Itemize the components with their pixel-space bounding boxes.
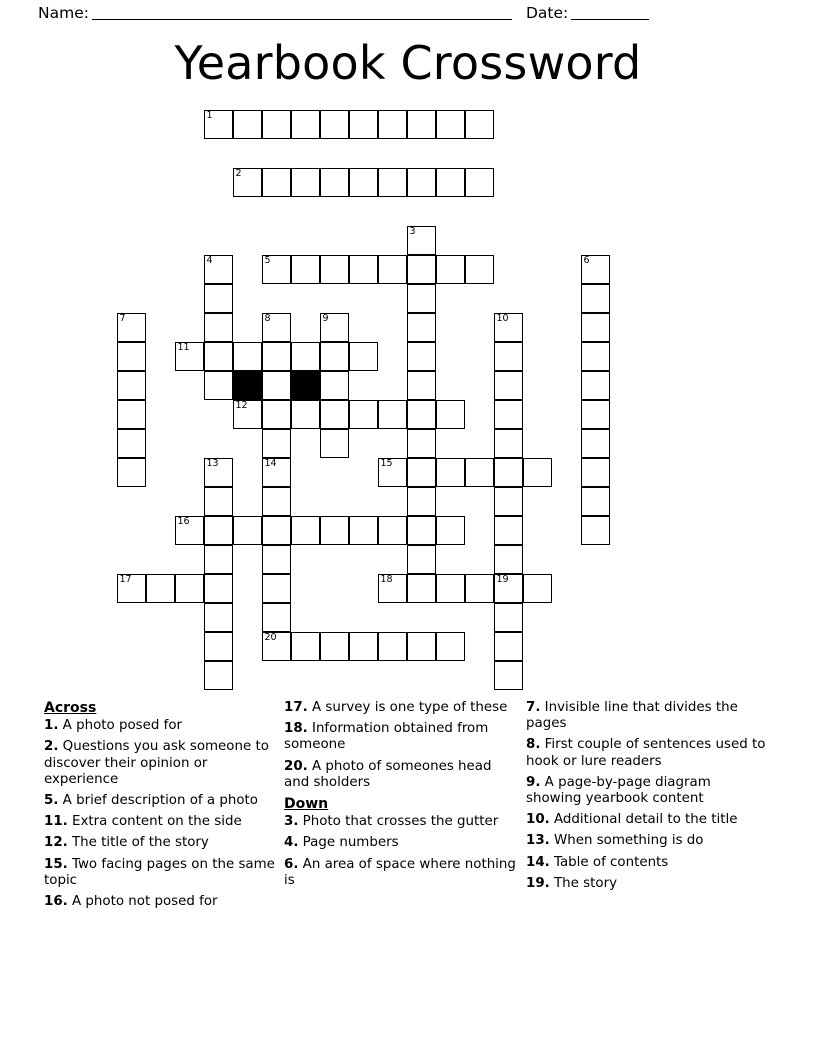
grid-cell[interactable] xyxy=(204,603,233,632)
grid-cell[interactable] xyxy=(494,429,523,458)
grid-cell[interactable] xyxy=(117,458,146,487)
grid-cell[interactable] xyxy=(378,110,407,139)
clue-text: A photo of someones head and sholders xyxy=(284,758,492,790)
grid-cell[interactable] xyxy=(262,110,291,139)
clue-text: The story xyxy=(549,875,618,891)
grid-cell[interactable] xyxy=(581,284,610,313)
grid-cell[interactable] xyxy=(349,516,378,545)
grid-cell[interactable] xyxy=(436,400,465,429)
grid-cell-number: 4 xyxy=(206,255,213,266)
grid-cell[interactable] xyxy=(378,574,407,603)
grid-cell[interactable] xyxy=(262,632,291,661)
clue-number: 18. xyxy=(284,721,308,737)
grid-cell[interactable] xyxy=(320,400,349,429)
grid-cell[interactable] xyxy=(378,632,407,661)
clue-across-15 xyxy=(44,857,276,889)
grid-cell[interactable] xyxy=(262,255,291,284)
grid-cell[interactable] xyxy=(407,342,436,371)
grid-cell[interactable] xyxy=(175,342,204,371)
grid-block xyxy=(291,371,320,400)
grid-cell[interactable] xyxy=(581,429,610,458)
grid-cell[interactable] xyxy=(320,371,349,400)
clue-down-13 xyxy=(526,833,768,849)
grid-cell[interactable] xyxy=(523,458,552,487)
grid-cell[interactable] xyxy=(378,168,407,197)
grid-cell[interactable] xyxy=(436,574,465,603)
clue-text: Additional detail to the title xyxy=(549,812,738,828)
grid-cell[interactable] xyxy=(204,342,233,371)
grid-cell[interactable] xyxy=(436,255,465,284)
clue-across-20 xyxy=(284,759,518,791)
grid-cell-number: 2 xyxy=(235,168,242,179)
grid-cell[interactable] xyxy=(349,632,378,661)
grid-cell[interactable] xyxy=(523,574,552,603)
clue-number: 12. xyxy=(44,835,68,851)
clue-number: 8. xyxy=(526,737,541,753)
grid-cell[interactable] xyxy=(291,168,320,197)
clue-text: Page numbers xyxy=(298,835,399,851)
grid-cell[interactable] xyxy=(407,168,436,197)
grid-cell[interactable] xyxy=(233,400,262,429)
clue-text: Table of contents xyxy=(549,854,669,870)
grid-cell[interactable] xyxy=(494,371,523,400)
grid-cell-number: 17 xyxy=(119,574,132,585)
grid-cell[interactable] xyxy=(407,400,436,429)
clue-number: 19. xyxy=(526,875,550,891)
grid-cell[interactable] xyxy=(204,632,233,661)
grid-cell[interactable] xyxy=(204,255,233,284)
clue-across-16 xyxy=(44,894,276,910)
grid-cell[interactable] xyxy=(262,313,291,342)
clue-down-8 xyxy=(526,737,768,769)
grid-cell[interactable] xyxy=(291,400,320,429)
grid-cell[interactable] xyxy=(581,313,610,342)
clue-text: Photo that crosses the gutter xyxy=(298,814,499,830)
clue-number: 2. xyxy=(44,739,59,755)
grid-cell-number: 18 xyxy=(380,574,393,585)
grid-cell-number: 13 xyxy=(206,458,219,469)
grid-cell[interactable] xyxy=(117,342,146,371)
grid-cell[interactable] xyxy=(117,400,146,429)
grid-cell[interactable] xyxy=(407,226,436,255)
grid-cell[interactable] xyxy=(204,371,233,400)
across-heading: Across xyxy=(44,700,97,716)
page-title: Yearbook Crossword xyxy=(174,36,642,90)
grid-cell[interactable] xyxy=(378,255,407,284)
down-heading: Down xyxy=(284,796,329,813)
clue-text: A survey is one type of these xyxy=(307,700,508,715)
clue-across-1 xyxy=(44,718,276,734)
grid-cell-number: 20 xyxy=(264,632,277,643)
grid-cell[interactable] xyxy=(175,574,204,603)
clue-number: 20. xyxy=(284,758,308,774)
grid-block xyxy=(233,371,262,400)
clue-number: 10. xyxy=(526,812,550,828)
grid-cell-number: 15 xyxy=(380,458,393,469)
grid-cell[interactable] xyxy=(407,313,436,342)
date-label: Date: xyxy=(525,4,569,22)
clue-number: 3. xyxy=(284,814,299,830)
clue-column-3 xyxy=(526,700,776,915)
grid-cell[interactable] xyxy=(436,458,465,487)
grid-cell[interactable] xyxy=(436,632,465,661)
clue-text: The title of the story xyxy=(67,835,209,851)
clue-across-18 xyxy=(284,721,518,753)
grid-cell-number: 5 xyxy=(264,255,271,266)
grid-cell[interactable] xyxy=(204,574,233,603)
grid-cell[interactable] xyxy=(117,429,146,458)
clue-across-12 xyxy=(44,835,276,851)
name-label: Name: xyxy=(38,4,89,22)
clue-down-7 xyxy=(526,700,768,732)
grid-cell[interactable] xyxy=(581,487,610,516)
grid-cell[interactable] xyxy=(320,429,349,458)
grid-cell[interactable] xyxy=(320,110,349,139)
grid-cell-number: 9 xyxy=(322,313,329,324)
clue-text: Invisible line that divides the pages xyxy=(526,700,738,732)
clue-column-1 xyxy=(44,700,284,915)
clue-number: 7. xyxy=(526,700,541,715)
grid-cell[interactable] xyxy=(581,255,610,284)
clue-column-2 xyxy=(284,700,526,915)
clue-number: 5. xyxy=(44,793,59,809)
grid-cell-number: 16 xyxy=(177,516,190,527)
clue-across-5 xyxy=(44,793,276,809)
grid-cell[interactable] xyxy=(494,458,523,487)
grid-cell[interactable] xyxy=(262,545,291,574)
grid-cell[interactable] xyxy=(204,516,233,545)
grid-cell[interactable] xyxy=(175,516,204,545)
grid-cell[interactable] xyxy=(494,574,523,603)
grid-cell[interactable] xyxy=(233,516,262,545)
grid-cell[interactable] xyxy=(117,371,146,400)
grid-cell[interactable] xyxy=(494,632,523,661)
clue-number: 1. xyxy=(44,718,59,734)
clue-down-9 xyxy=(526,775,768,807)
grid-cell[interactable] xyxy=(465,255,494,284)
clue-text: Two facing pages on the same topic xyxy=(44,856,275,888)
grid-cell-number: 6 xyxy=(583,255,590,266)
grid-cell[interactable] xyxy=(465,574,494,603)
grid-cell[interactable] xyxy=(349,255,378,284)
grid-cell[interactable] xyxy=(117,574,146,603)
grid-cell[interactable] xyxy=(349,168,378,197)
clue-text: Extra content on the side xyxy=(67,814,242,830)
grid-cell[interactable] xyxy=(407,516,436,545)
clue-text: A photo posed for xyxy=(58,718,183,734)
clue-number: 9. xyxy=(526,774,541,790)
grid-cell[interactable] xyxy=(291,342,320,371)
clue-text: When something is do xyxy=(549,833,704,849)
clue-number: 4. xyxy=(284,835,299,851)
grid-cell-number: 10 xyxy=(496,313,509,324)
grid-cell[interactable] xyxy=(320,255,349,284)
grid-cell[interactable] xyxy=(378,516,407,545)
grid-cell[interactable] xyxy=(204,458,233,487)
grid-cell[interactable] xyxy=(436,168,465,197)
grid-cell[interactable] xyxy=(494,516,523,545)
clue-text: Questions you ask someone to discover their opinion or experience xyxy=(44,739,269,787)
grid-cell[interactable] xyxy=(349,110,378,139)
grid-cell[interactable] xyxy=(407,429,436,458)
grid-cell[interactable] xyxy=(262,168,291,197)
clue-down-19 xyxy=(526,876,768,892)
grid-cell[interactable] xyxy=(436,516,465,545)
grid-cell[interactable] xyxy=(262,400,291,429)
grid-cell-number: 14 xyxy=(264,458,277,469)
grid-cell[interactable] xyxy=(581,371,610,400)
grid-cell[interactable] xyxy=(204,284,233,313)
grid-cell[interactable] xyxy=(262,429,291,458)
clue-number: 11. xyxy=(44,814,68,830)
grid-cell[interactable] xyxy=(262,516,291,545)
grid-cell-number: 3 xyxy=(409,226,416,237)
grid-cell[interactable] xyxy=(465,458,494,487)
grid-cell[interactable] xyxy=(320,168,349,197)
grid-cell[interactable] xyxy=(581,342,610,371)
grid-cell[interactable] xyxy=(204,661,233,690)
grid-cell[interactable] xyxy=(378,400,407,429)
grid-cell[interactable] xyxy=(291,110,320,139)
grid-cell[interactable] xyxy=(204,487,233,516)
grid-cell[interactable] xyxy=(146,574,175,603)
clue-number: 13. xyxy=(526,833,550,849)
grid-cell[interactable] xyxy=(233,342,262,371)
grid-cell[interactable] xyxy=(320,516,349,545)
grid-cell[interactable] xyxy=(349,342,378,371)
grid-cell[interactable] xyxy=(494,313,523,342)
grid-cell[interactable] xyxy=(320,342,349,371)
grid-cell[interactable] xyxy=(320,313,349,342)
clue-text: First couple of sentences used to hook or lure readers xyxy=(526,737,766,769)
grid-cell[interactable] xyxy=(407,110,436,139)
grid-cell[interactable] xyxy=(407,487,436,516)
grid-cell[interactable] xyxy=(494,661,523,690)
grid-cell[interactable] xyxy=(262,603,291,632)
grid-cell[interactable] xyxy=(291,632,320,661)
clue-text: An area of space where nothing is xyxy=(284,856,516,888)
clue-across-2 xyxy=(44,739,276,788)
grid-cell[interactable] xyxy=(465,110,494,139)
grid-cell-number: 11 xyxy=(177,342,190,353)
clue-number: 14. xyxy=(526,854,550,870)
grid-cell[interactable] xyxy=(407,574,436,603)
grid-cell[interactable] xyxy=(494,545,523,574)
grid-cell[interactable] xyxy=(494,487,523,516)
clue-down-10 xyxy=(526,812,768,828)
grid-cell[interactable] xyxy=(262,574,291,603)
grid-cell[interactable] xyxy=(407,371,436,400)
grid-cell[interactable] xyxy=(407,632,436,661)
grid-cell[interactable] xyxy=(233,168,262,197)
clue-text: A photo not posed for xyxy=(67,894,218,910)
grid-cell[interactable] xyxy=(378,458,407,487)
grid-cell[interactable] xyxy=(117,313,146,342)
clue-number: 17. xyxy=(284,700,308,715)
grid-cell-number: 12 xyxy=(235,400,248,411)
clue-down-6 xyxy=(284,857,518,889)
grid-cell[interactable] xyxy=(262,342,291,371)
clue-text: Information obtained from someone xyxy=(284,721,489,753)
grid-cell[interactable] xyxy=(349,400,378,429)
grid-cell[interactable] xyxy=(494,603,523,632)
grid-cell[interactable] xyxy=(204,110,233,139)
grid-cell[interactable] xyxy=(262,487,291,516)
grid-cell[interactable] xyxy=(581,400,610,429)
clue-text: A brief description of a photo xyxy=(58,793,258,809)
grid-cell[interactable] xyxy=(494,400,523,429)
clue-across-11 xyxy=(44,814,276,830)
grid-cell[interactable] xyxy=(407,458,436,487)
clue-down-3 xyxy=(284,814,518,830)
clue-across-17 xyxy=(284,700,518,716)
grid-cell[interactable] xyxy=(407,545,436,574)
clues-container xyxy=(44,700,784,915)
clue-number: 15. xyxy=(44,856,68,872)
clue-down-14 xyxy=(526,855,768,871)
grid-cell[interactable] xyxy=(262,371,291,400)
grid-cell-number: 19 xyxy=(496,574,509,585)
grid-cell-number: 8 xyxy=(264,313,271,324)
clue-down-4 xyxy=(284,835,518,851)
grid-cell[interactable] xyxy=(465,168,494,197)
grid-cell[interactable] xyxy=(291,516,320,545)
grid-cell[interactable] xyxy=(204,545,233,574)
grid-cell[interactable] xyxy=(581,458,610,487)
grid-cell[interactable] xyxy=(407,284,436,313)
grid-cell[interactable] xyxy=(262,458,291,487)
grid-cell[interactable] xyxy=(407,255,436,284)
grid-cell[interactable] xyxy=(320,632,349,661)
grid-cell[interactable] xyxy=(291,255,320,284)
grid-cell-number: 1 xyxy=(206,110,213,121)
grid-cell[interactable] xyxy=(581,516,610,545)
grid-cell[interactable] xyxy=(494,342,523,371)
clue-text: A page-by-page diagram showing yearbook content xyxy=(526,774,711,807)
grid-cell[interactable] xyxy=(233,110,262,139)
grid-cell-number: 7 xyxy=(119,313,126,324)
clue-number: 6. xyxy=(284,856,299,872)
grid-cell[interactable] xyxy=(436,110,465,139)
grid-cell[interactable] xyxy=(204,313,233,342)
clue-number: 16. xyxy=(44,894,68,910)
